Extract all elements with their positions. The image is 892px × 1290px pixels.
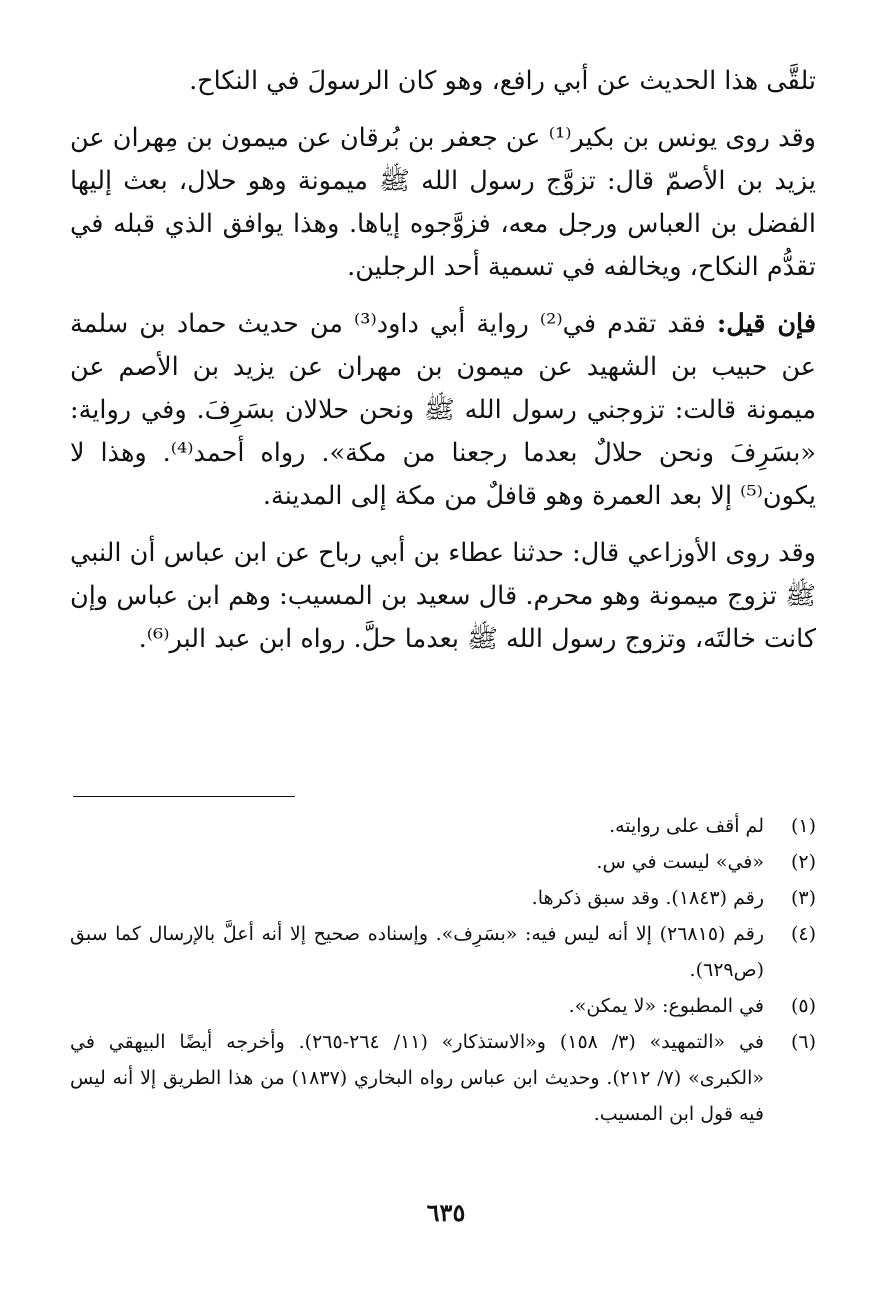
footnote-text: لم أقف على روايته. xyxy=(609,815,764,837)
paragraph-3 xyxy=(70,303,816,518)
footnote-number: (٤) xyxy=(790,923,816,945)
footnote xyxy=(70,988,816,1024)
footnote-text: رقم (١٨٤٣). وقد سبق ذكرها. xyxy=(531,887,764,909)
paragraph-1: تلقَّى هذا الحديث عن أبي رافع، وهو كان الرسولَ في النكاح. xyxy=(189,66,816,96)
footnote-text: رقم (٢٦٨١٥) إلا أنه ليس فيه: «بسَرِف». وإسناده صحيح إلا أنه أعلَّ بالإرسال كما سبق (ص٦٢٩). xyxy=(70,923,765,981)
footnote-text: في «التمهيد» (٣/ ١٥٨) و«الاستذكار» (١١/ ٢٦٤-٢٦٥). وأخرجه أيضًا البيهقي في «الكبرى» (٧/ ٢١٢). وحديث ابن عباس رواه البخاري (١٨٣٧) من هذا الطريق إلا أنه ليس فيه قول ابن المسيب. xyxy=(70,1031,764,1125)
footnote-number: (٥) xyxy=(790,995,816,1017)
footnotes xyxy=(70,808,816,1132)
footnote-text: «في» ليست في س. xyxy=(596,851,764,873)
footnote-number: (٦) xyxy=(790,1031,816,1053)
footnote-number: (١) xyxy=(790,815,816,837)
footnote xyxy=(70,880,816,916)
footnote-divider xyxy=(73,796,295,797)
page-number: ٦٣٥ xyxy=(426,1198,466,1227)
footnote xyxy=(70,844,816,880)
footnote xyxy=(70,916,816,988)
footnote-number: (٣) xyxy=(790,887,816,909)
paragraph-4: وقد روى الأوزاعي قال: حدثنا عطاء بن أبي رباح عن ابن عباس أن النبي ﷺ تزوج ميمونة وهو محرم. قال سعيد بن المسيب: وهم ابن عباس وإن كانت خالتَه، وتزوج رسول الله ﷺ بعدما حلَّ. رواه ابن عبد البر⁽⁶⁾. xyxy=(70,538,816,654)
main-text xyxy=(70,60,816,675)
footnote xyxy=(70,808,816,844)
paragraph-3-lead: فإن قيل: xyxy=(716,309,817,339)
footnote xyxy=(70,1024,816,1132)
paragraph-2: وقد روى يونس بن بكير⁽¹⁾ عن جعفر بن بُرقان عن ميمون بن مِهران عن يزيد بن الأصمّ قال: تزوَّج رسول الله ﷺ ميمونة وهو حلال، بعث إليها الفضل بن العباس ورجل معه، فزوَّجوه إياها. وهذا يوافق الذي قبله في تقدُّم النكاح، ويخالفه في تسمية أحد الرجلين. xyxy=(70,123,816,282)
paragraph-3-text: فقد تقدم في⁽²⁾ رواية أبي داود⁽³⁾ من حديث حماد بن سلمة عن حبيب بن الشهيد عن ميمون بن مهران عن يزيد بن الأصم عن ميمونة قالت: تزوجني رسول الله ﷺ ونحن حلالان بسَرِفَ. وفي رواية: «بسَرِفَ ونحن حلالٌ بعدما رجعنا من مكة». رواه أحمد⁽⁴⁾. وهذا لا يكون⁽⁵⁾ إلا بعد العمرة وهو قافلٌ من مكة إلى المدينة. xyxy=(70,309,816,511)
footnote-text: في المطبوع: «لا يمكن». xyxy=(568,995,764,1017)
footnote-number: (٢) xyxy=(790,851,816,873)
